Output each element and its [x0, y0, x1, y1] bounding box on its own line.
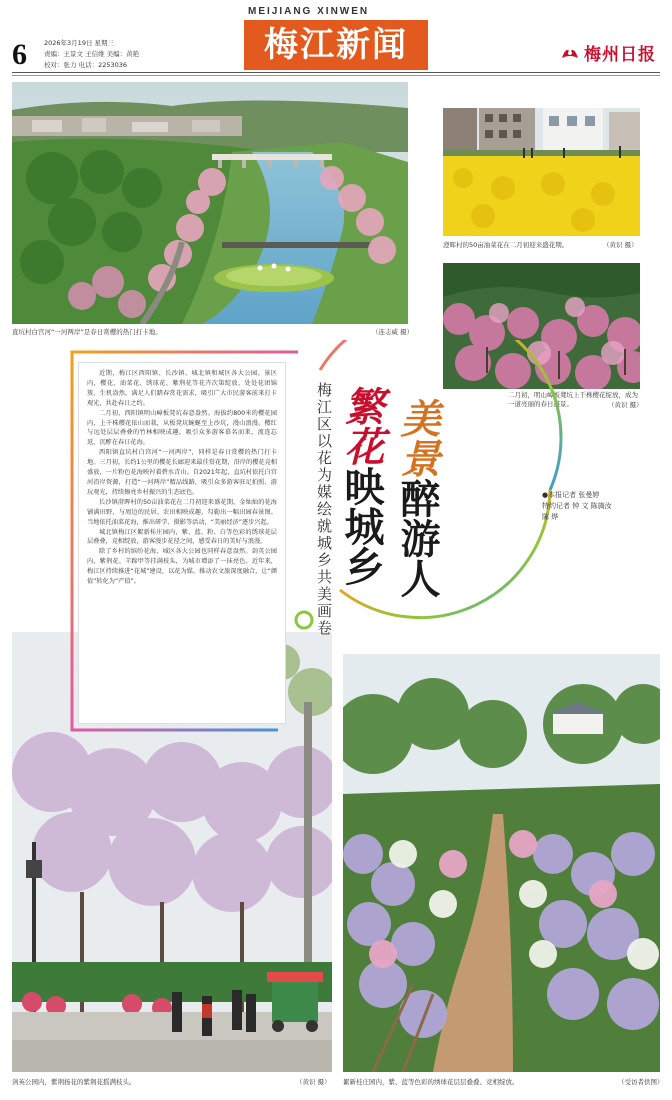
article-paragraph: 除了乡村的缤纷花海，城区各大公园也同样春意盎然。剑英公园内，紫荆花、羊蹄甲等挂满枝头，为城市增添了一抹亮色。近年来，梅江区持续推进“花城”建设，以花为媒，推动农文旅深度融合，让“颜值”转化为“产值”。 — [87, 548, 277, 586]
headline-line-1 — [394, 398, 440, 598]
credit-photo4: （黄识 摄） — [296, 1078, 331, 1086]
headline-accent-1: 美景 — [394, 398, 441, 478]
article-paragraph: 长沙镇澄晖村的50亩油菜花在二月初迎来盛花期，金灿灿的花海铺满田野，与周边的民居、农田相映成趣，勾勒出一幅田园春景图。当地依托油菜花海，推出研学、摄影等活动，“美丽经济”逐步兴起。 — [87, 498, 277, 526]
proof-line: 校对：张力 电话：2253036 — [44, 61, 128, 69]
masthead-rule-thin — [12, 75, 660, 76]
credit-photo5: （受访者供图） — [618, 1078, 664, 1086]
headline-line-2 — [338, 386, 384, 586]
headline-rest-2: 映城乡 — [338, 466, 385, 586]
caption-photo1: 直坑村白宫河“一河两岸”是春日赏樱的热门打卡地。 — [12, 328, 162, 336]
byline-special: 特约记者 钟 文 陈旖汝 — [542, 502, 612, 510]
logo-text: 梅州日报 — [584, 45, 656, 65]
article-paragraph: 二月初，西阳镇明山嶂板凳坑春意盎然。海拔约800米的樱花园内，上千株樱花依山而栽，从板凳坑蜿蜒至上沙坑，漫山浪漫。樱红与远处层层叠叠的竹林相映成趣，吸引众多游客慕名而来，流连忘返，沉醉在春日花海。 — [87, 409, 277, 447]
photo-rapeseed-field — [443, 108, 640, 236]
caption-photo5: 絮新桂庄园内，紫、蓝等色彩的绣球花层层叠叠、竞相绽放。 — [343, 1078, 519, 1086]
section-pinyin: MEIJIANG XINWEN — [248, 6, 370, 17]
photo-hydrangea-path — [343, 654, 660, 1072]
masthead-rule — [12, 72, 660, 73]
article-body — [78, 362, 286, 724]
credit-photo3: （黄识 摄） — [608, 401, 643, 409]
headline-subtitle: 梅江区以花为媒绘就城乡共美画卷 — [315, 382, 333, 637]
newspaper-logo — [560, 40, 656, 65]
article-paragraph: 近期，梅江区西阳镇、长沙镇、城北镇和城区各大公园、景区内，樱花、油菜花、绣球花、紫荆花等花卉次第绽放，处处花团锦簇、生机盎然，满足人们踏春赏花需求，吸引广大市民游客前来打卡观光，共赴春日之约。 — [87, 370, 277, 407]
section-title: 梅江新闻 — [244, 20, 428, 70]
byline-special-2: 陈 烨 — [542, 513, 559, 521]
article-paragraph: 城北镇梅江区絮新桂庄园内，紫、蓝、粉、白等色彩的绣球花层层叠叠，竞相绽放，游客漫步花径之间，感受春日的美好与浪漫。 — [87, 528, 277, 546]
caption-photo4: 剑英公园内，紫荆扬花的紫荆花摇满枝头。 — [12, 1078, 136, 1086]
caption-photo3: 二月初，明山嶂板凳坑上千株樱花绽放，成为一道亮丽的春日盛景。 — [508, 391, 638, 408]
byline-reporter: ●本报记者 张曼婷 — [542, 491, 600, 499]
headline-rest-1: 醉游人 — [394, 478, 441, 598]
photo-river-cherry-blossom — [12, 82, 408, 324]
date-line: 2026年3月19日 星期三 — [44, 39, 115, 47]
editor-line: 责编：王景文 王信维 美编：黄艳 — [44, 50, 140, 58]
article-paragraph: 西阳镇直坑村白宫河“一河两岸”，同样是春日赏樱的热门打卡地。三月初，长约1公里的樱花长廊迎来最佳赏花期，沿岸的樱花竞相盛放，一片粉色花海映衬着碧水青山。自2021年起，直坑村依托白宫河沿岸资源，打造“一河两岸”精品线路，吸引众多游客驻足拍照、游玩观光，持续擦亮乡村振兴的生态底色。 — [87, 449, 277, 496]
byline — [542, 490, 612, 523]
credit-photo2: （黄识 摄） — [603, 241, 638, 249]
caption-photo2: 澄晖村的50亩油菜花在二月初迎来盛花期。 — [443, 241, 569, 249]
page-number: 6 — [12, 38, 27, 71]
plum-blossom-icon — [560, 44, 580, 62]
credit-photo1: （连志威 摄） — [372, 328, 414, 336]
headline-accent-2: 繁花 — [338, 386, 385, 466]
